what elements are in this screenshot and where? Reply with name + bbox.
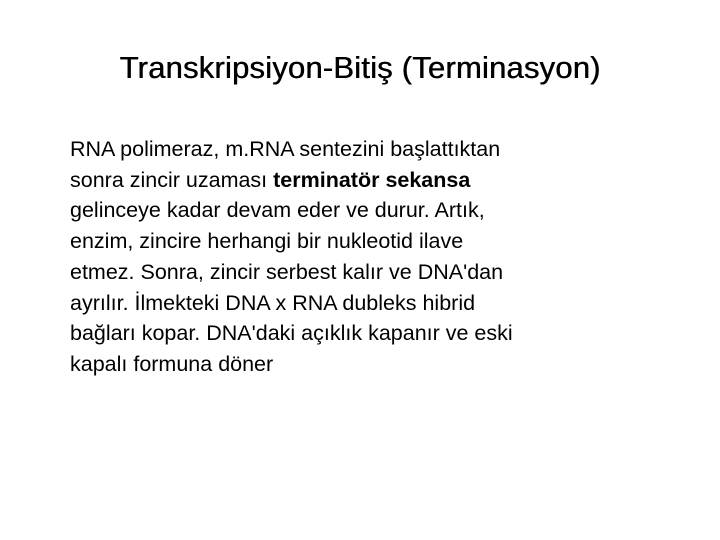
paragraph-line: etmez. Sonra, zincir serbest kalır ve DNA'dan <box>70 259 504 284</box>
paragraph-line <box>70 165 670 196</box>
paragraph-line: ayrılır. İlmekteki DNA x RNA dubleks hibrid <box>70 290 476 315</box>
paragraph-line: bağları kopar. DNA'daki açıklık kapanır ve eski <box>70 321 513 346</box>
paragraph-line: RNA polimeraz, m.RNA sentezini başlattıktan <box>70 137 501 161</box>
paragraph-line: gelinceye kadar devam eder ve durur. Artık, <box>70 198 485 223</box>
paragraph-text: sonra zincir uzaması <box>70 167 274 192</box>
slide-title: Transkripsiyon-Bitiş (Terminasyon) <box>119 50 601 85</box>
paragraph-line: kapalı formuna döner <box>70 351 274 376</box>
paragraph-line: enzim, zincire herhangi bir nukleotid ilave <box>70 229 464 254</box>
bold-term: terminatör sekansa <box>273 167 471 192</box>
body-paragraph <box>70 134 670 380</box>
